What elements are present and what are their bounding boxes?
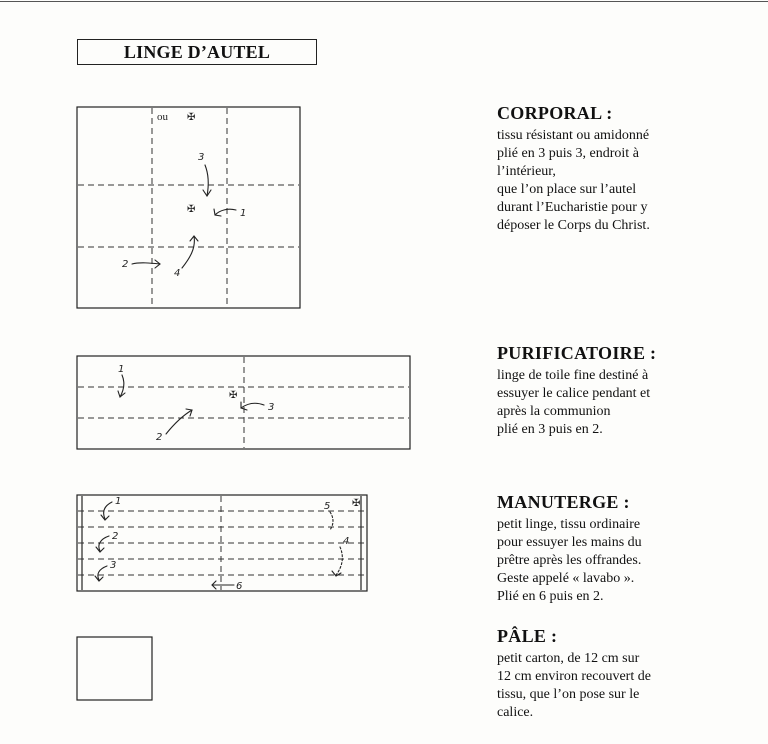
manuterge-line: Geste appelé « lavabo ». (497, 571, 635, 586)
corporal-line: déposer le Corps du Christ. (497, 218, 650, 233)
fold-step-4-label: 4 (174, 268, 181, 279)
fold-step-3-label: 3 (110, 560, 117, 571)
fold-arrow-icon (215, 209, 236, 215)
cross-icon: ✠ (187, 204, 196, 215)
fold-step-6-label: 6 (236, 581, 243, 592)
fold-step-2-label: 2 (156, 432, 163, 443)
fold-step-2-label: 2 (112, 531, 119, 542)
fold-step-5-label: 5 (324, 501, 331, 512)
corporal-line: plié en 3 puis 3, endroit à (497, 146, 639, 161)
arrowhead-icon (96, 547, 104, 552)
fold-arrow-icon (205, 165, 208, 196)
corporal-description (497, 103, 762, 235)
manuterge-description (497, 492, 762, 606)
fold-arrow-icon (182, 236, 194, 268)
manuterge-diagram (77, 495, 367, 592)
cross-icon: ✠ (187, 112, 196, 123)
manuterge-line: petit linge, tissu ordinaire (497, 517, 641, 532)
manuterge-line: Plié en 6 puis en 2. (497, 589, 604, 604)
corporal-heading: CORPORAL : (497, 103, 613, 123)
fold-step-3-label: 3 (268, 402, 275, 413)
pale-line: tissu, que l’on pose sur le (497, 687, 640, 702)
manuterge-line: pour essuyer les mains du (497, 535, 642, 550)
manuterge-line: prêtre après les offrandes. (497, 553, 642, 568)
corporal-line: l’intérieur, (497, 164, 556, 179)
fold-step-2-label: 2 (122, 259, 129, 270)
corporal-line: que l’on place sur l’autel (497, 182, 637, 197)
fold-arrow-icon (120, 375, 124, 397)
fold-step-1-label: 1 (115, 496, 122, 507)
purificatoire-description (497, 343, 762, 439)
purificatoire-line: plié en 3 puis en 2. (497, 422, 603, 437)
purificatoire-diagram (77, 356, 410, 449)
fold-step-4-label: 4 (343, 536, 350, 547)
cross-icon: ✠ (229, 390, 238, 401)
pale-heading: PÂLE : (497, 626, 558, 646)
fold-arrow-icon (132, 263, 160, 264)
fold-step-3-label: 3 (198, 152, 205, 163)
pale-description (497, 626, 762, 722)
manuterge-heading: MANUTERGE : (497, 492, 630, 512)
purificatoire-line: essuyer le calice pendant et (497, 386, 651, 401)
fold-arrow-icon (166, 410, 192, 434)
pale-square (77, 637, 152, 700)
corporal-diagram (77, 107, 300, 308)
pale-line: petit carton, de 12 cm sur (497, 651, 640, 666)
purificatoire-heading: PURIFICATOIRE : (497, 343, 657, 363)
corporal-line: durant l’Eucharistie pour y (497, 200, 648, 215)
page-title: LINGE D’AUTEL (77, 39, 317, 65)
corporal-line: tissu résistant ou amidonné (497, 128, 650, 143)
purificatoire-line: linge de toile fine destiné à (497, 368, 649, 383)
fold-arrow-icon (336, 547, 342, 575)
pale-line: calice. (497, 705, 534, 720)
purificatoire-line: après la communion (497, 404, 611, 419)
pale-line: 12 cm environ recouvert de (497, 669, 651, 684)
cross-icon: ✠ (352, 498, 361, 509)
arrowhead-icon (95, 576, 103, 581)
corporal-ou-label: ou (157, 111, 168, 123)
fold-step-1-label: 1 (240, 208, 247, 219)
fold-step-1-label: 1 (118, 364, 125, 375)
